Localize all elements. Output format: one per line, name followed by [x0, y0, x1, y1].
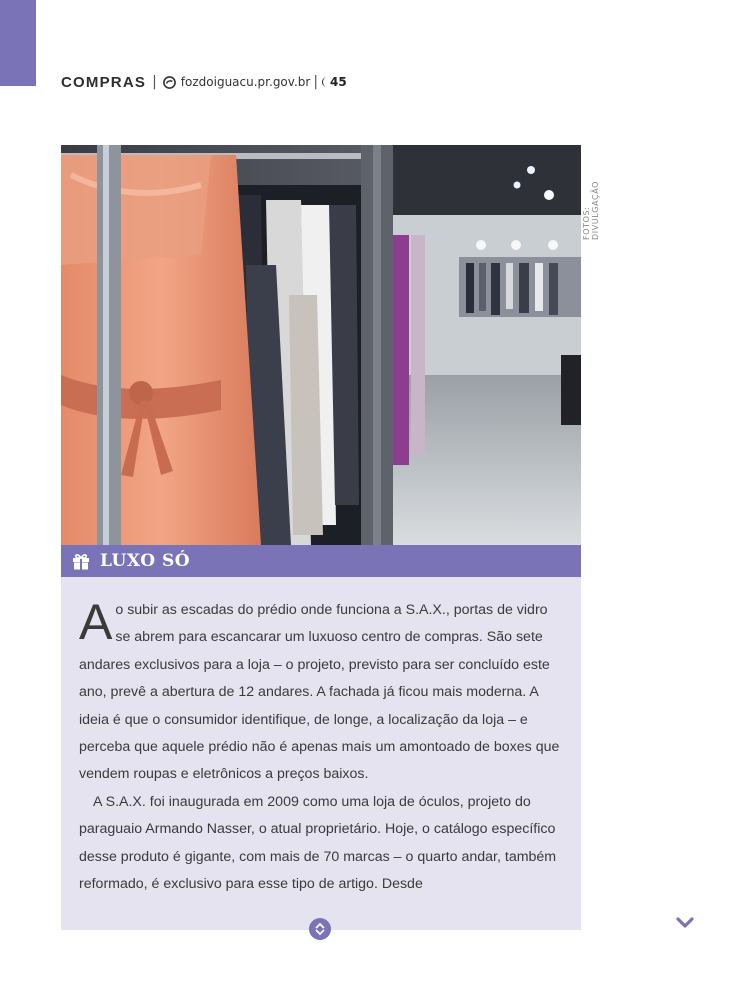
next-page-button[interactable] [674, 912, 696, 934]
globe-icon [163, 76, 176, 89]
paragraph-2: A S.A.X. foi inaugurada em 2009 como uma loja de óculos, projeto do paraguaio Armando Nasser, o atual proprietário. Hoje, o catálogo específico desse produto é gigante, com mais de 70 marcas – o quarto andar, também reformado, é exclusivo para esse tipo de artigo. Desde [79, 793, 557, 893]
page-separator: | [313, 74, 319, 90]
corner-tab [0, 0, 36, 86]
box-title: LUXO SÓ [100, 551, 191, 571]
paragraph-1 [79, 594, 565, 789]
page-header [61, 72, 347, 92]
article-text [79, 594, 565, 898]
website-link[interactable]: fozdoiguacu.pr.gov.br [180, 75, 311, 89]
page-number [321, 75, 347, 89]
box-body [61, 577, 581, 930]
chevron-down-icon [675, 916, 695, 930]
gift-icon [71, 551, 91, 571]
page-number-value: 45 [330, 75, 347, 89]
drop-cap: A [79, 594, 113, 650]
store-photo [61, 145, 581, 545]
section-title: COMPRAS [61, 73, 147, 91]
paragraph-1-text: o subir as escadas do prédio onde funciona a S.A.X., portas de vidro se abrem para escancarar um luxuoso centro de compras. São sete andares exclusivos para a loja – o projeto, previsto para ser concluído este ano, prevê a abertura de 12 andares. A fachada já ficou mais moderna. A ideia é que o consumidor identifique, de longe, a localização da loja – e perceba que aquele prédio não é apenas mais um amontoado de boxes que vendem roupas e eletrônicos a preços baixos. [79, 602, 560, 783]
moon-icon [321, 76, 329, 88]
up-down-arrows-icon [314, 922, 326, 936]
box-header [61, 545, 581, 577]
header-separator: | [152, 74, 157, 90]
photo-credit: FOTOS: DIVULGAÇÃO [582, 180, 600, 240]
scroll-button[interactable] [309, 918, 331, 940]
